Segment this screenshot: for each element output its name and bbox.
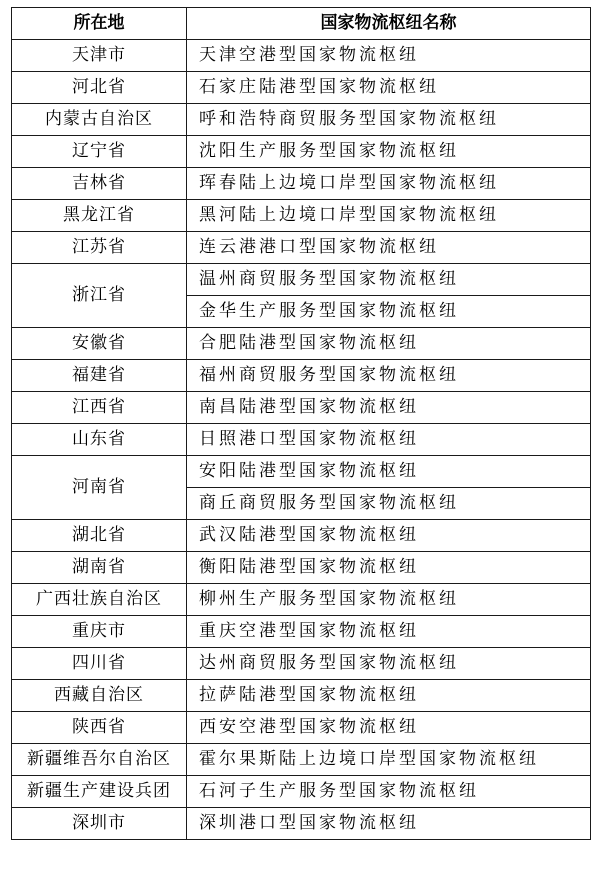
province-cell: 天津市: [12, 40, 187, 72]
province-cell: 四川省: [12, 648, 187, 680]
table-row: [12, 232, 591, 264]
table-row: [12, 328, 591, 360]
table-row: [12, 264, 591, 296]
province-cell: 湖南省: [12, 552, 187, 584]
hub-name-cell: 武汉陆港型国家物流枢纽: [187, 520, 591, 552]
hub-name-cell: 衡阳陆港型国家物流枢纽: [187, 552, 591, 584]
table-row: [12, 456, 591, 488]
table-row: [12, 744, 591, 776]
table-row: [12, 424, 591, 456]
table-row: [12, 616, 591, 648]
table-row: [12, 680, 591, 712]
province-cell: 新疆生产建设兵团: [12, 776, 187, 808]
province-cell: 黑龙江省: [12, 200, 187, 232]
province-cell: 安徽省: [12, 328, 187, 360]
hub-name-cell: 天津空港型国家物流枢纽: [187, 40, 591, 72]
hub-name-cell: 呼和浩特商贸服务型国家物流枢纽: [187, 104, 591, 136]
province-cell: 河北省: [12, 72, 187, 104]
province-cell: 辽宁省: [12, 136, 187, 168]
logistics-hub-table: [11, 7, 591, 840]
province-cell: 吉林省: [12, 168, 187, 200]
header-row: [12, 8, 591, 40]
table-row: [12, 776, 591, 808]
table-row: [12, 136, 591, 168]
province-cell: 广西壮族自治区: [12, 584, 187, 616]
hub-name-cell: 珲春陆上边境口岸型国家物流枢纽: [187, 168, 591, 200]
hub-name-cell: 西安空港型国家物流枢纽: [187, 712, 591, 744]
hub-name-cell: 南昌陆港型国家物流枢纽: [187, 392, 591, 424]
header-hub-name: 国家物流枢纽名称: [187, 8, 591, 40]
table-row: [12, 552, 591, 584]
hub-name-cell: 温州商贸服务型国家物流枢纽: [187, 264, 591, 296]
province-cell: 山东省: [12, 424, 187, 456]
table-row: [12, 520, 591, 552]
province-cell: 河南省: [12, 456, 187, 520]
hub-name-cell: 日照港口型国家物流枢纽: [187, 424, 591, 456]
province-cell: 内蒙古自治区: [12, 104, 187, 136]
hub-name-cell: 商丘商贸服务型国家物流枢纽: [187, 488, 591, 520]
table-row: [12, 72, 591, 104]
hub-name-cell: 黑河陆上边境口岸型国家物流枢纽: [187, 200, 591, 232]
header-location: 所在地: [12, 8, 187, 40]
table-row: [12, 360, 591, 392]
province-cell: 江西省: [12, 392, 187, 424]
province-cell: 深圳市: [12, 808, 187, 840]
hub-name-cell: 达州商贸服务型国家物流枢纽: [187, 648, 591, 680]
table-header: [12, 8, 591, 40]
hub-name-cell: 连云港港口型国家物流枢纽: [187, 232, 591, 264]
table-body: [12, 40, 591, 840]
table-row: [12, 200, 591, 232]
province-cell: 新疆维吾尔自治区: [12, 744, 187, 776]
table-row: [12, 392, 591, 424]
hub-name-cell: 深圳港口型国家物流枢纽: [187, 808, 591, 840]
table-row: [12, 168, 591, 200]
table-row: [12, 712, 591, 744]
province-cell: 重庆市: [12, 616, 187, 648]
province-cell: 陕西省: [12, 712, 187, 744]
hub-name-cell: 霍尔果斯陆上边境口岸型国家物流枢纽: [187, 744, 591, 776]
hub-name-cell: 安阳陆港型国家物流枢纽: [187, 456, 591, 488]
hub-name-cell: 金华生产服务型国家物流枢纽: [187, 296, 591, 328]
table-row: [12, 40, 591, 72]
hub-name-cell: 拉萨陆港型国家物流枢纽: [187, 680, 591, 712]
hub-name-cell: 合肥陆港型国家物流枢纽: [187, 328, 591, 360]
province-cell: 浙江省: [12, 264, 187, 328]
table-row: [12, 584, 591, 616]
hub-name-cell: 福州商贸服务型国家物流枢纽: [187, 360, 591, 392]
hub-name-cell: 沈阳生产服务型国家物流枢纽: [187, 136, 591, 168]
province-cell: 江苏省: [12, 232, 187, 264]
table-row: [12, 808, 591, 840]
hub-name-cell: 重庆空港型国家物流枢纽: [187, 616, 591, 648]
hub-name-cell: 柳州生产服务型国家物流枢纽: [187, 584, 591, 616]
province-cell: 湖北省: [12, 520, 187, 552]
table-row: [12, 648, 591, 680]
hub-name-cell: 石河子生产服务型国家物流枢纽: [187, 776, 591, 808]
province-cell: 西藏自治区: [12, 680, 187, 712]
hub-name-cell: 石家庄陆港型国家物流枢纽: [187, 72, 591, 104]
table-row: [12, 104, 591, 136]
province-cell: 福建省: [12, 360, 187, 392]
